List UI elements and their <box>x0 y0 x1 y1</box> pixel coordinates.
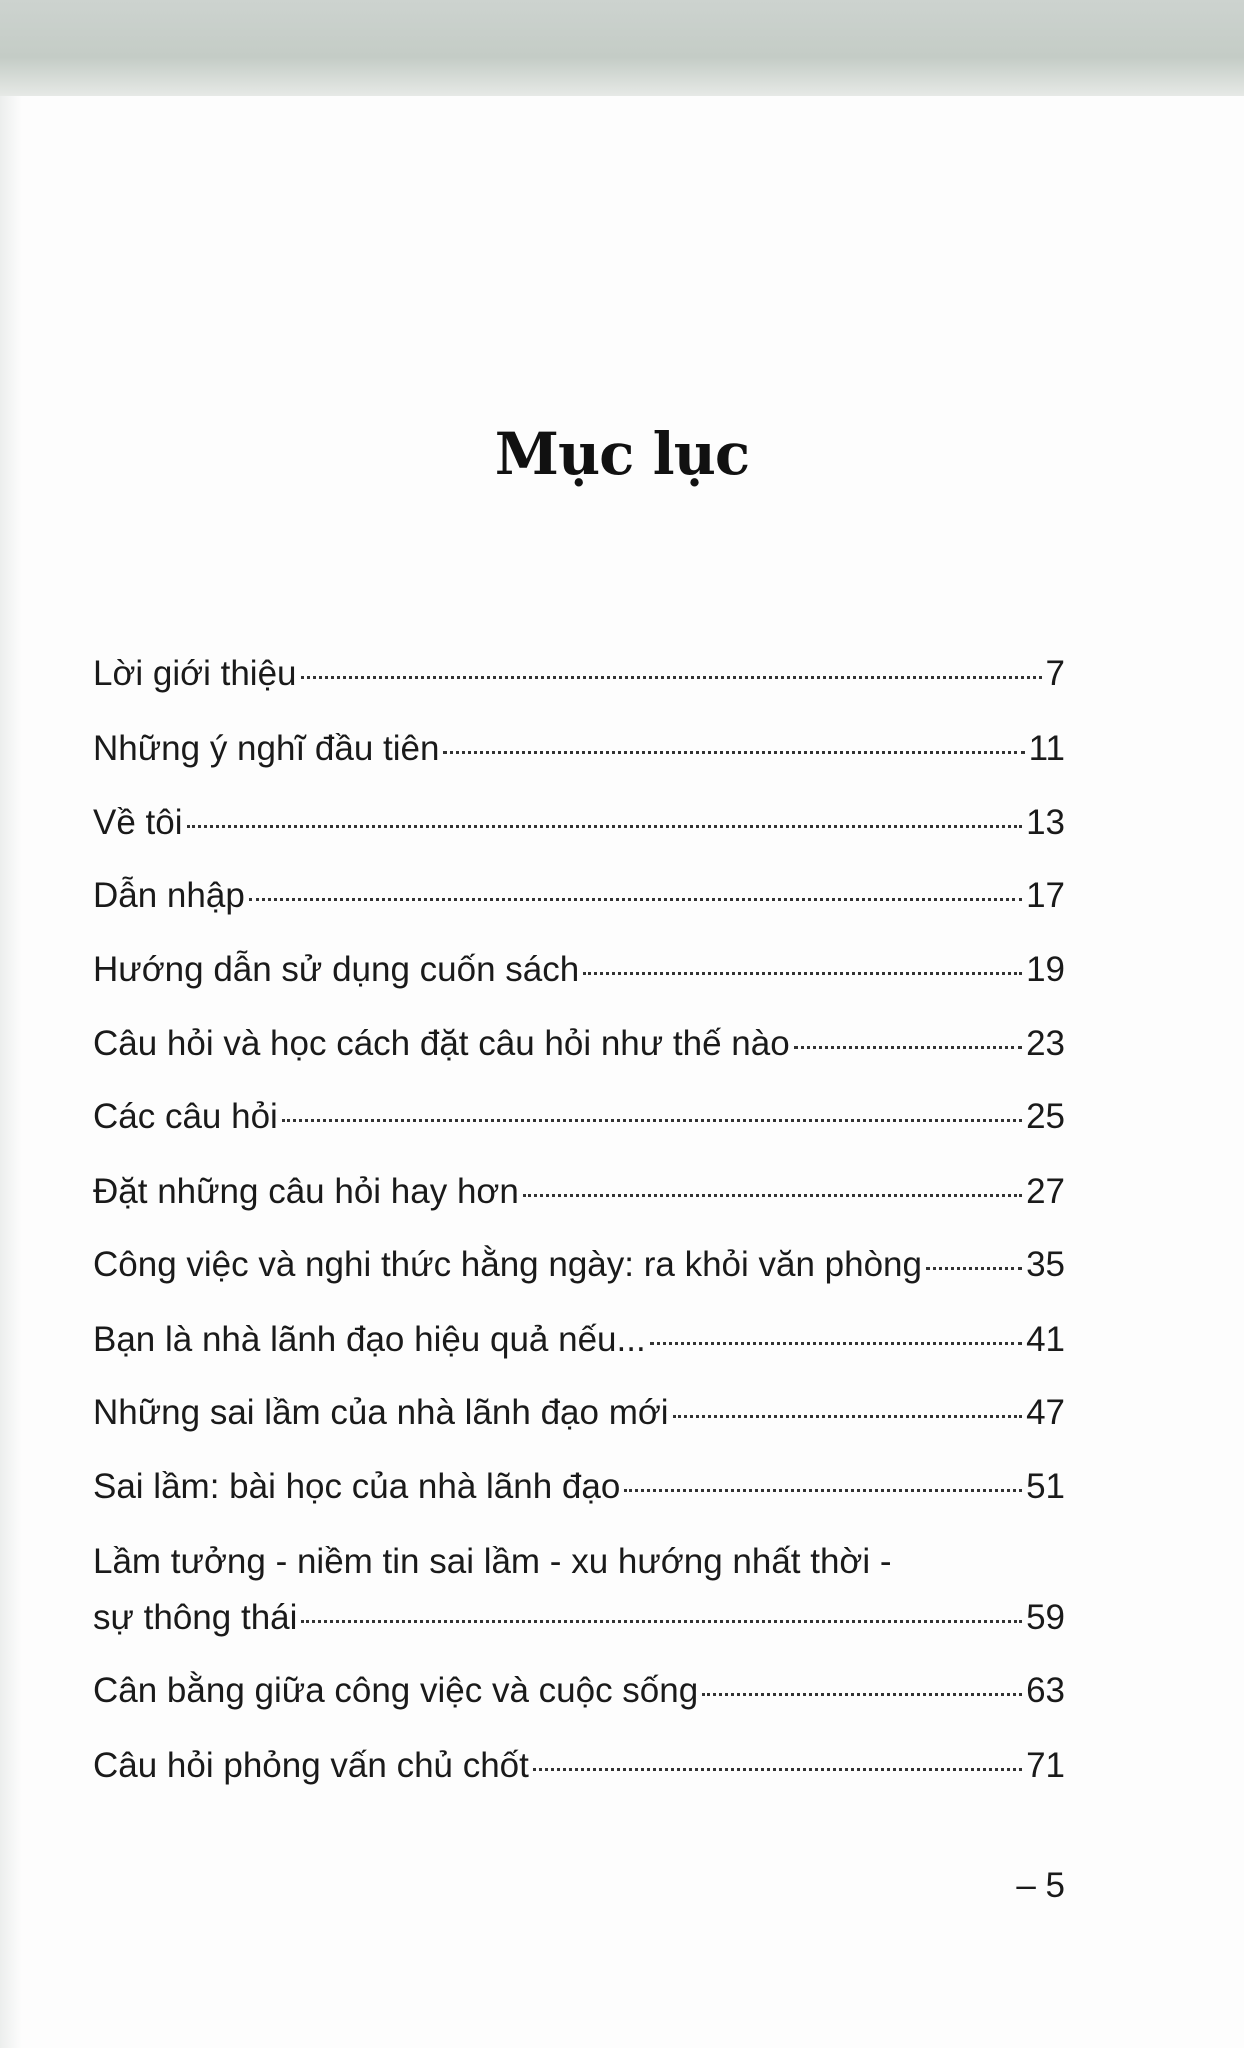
toc-entry[interactable] <box>93 1318 1065 1362</box>
toc-entry[interactable] <box>93 1170 1065 1214</box>
dot-leader <box>926 1267 1022 1270</box>
toc-entry[interactable] <box>93 727 1065 771</box>
toc-entry[interactable] <box>93 652 1065 696</box>
dot-leader <box>282 1119 1022 1122</box>
scan-top-band <box>0 0 1244 96</box>
toc-entry-page: 17 <box>1026 876 1065 915</box>
toc-entry-page: 7 <box>1045 654 1065 693</box>
toc-entry[interactable] <box>93 874 1065 918</box>
toc-entry-label: Các câu hỏi <box>93 1097 278 1136</box>
dot-leader <box>187 825 1023 828</box>
page-title: Mục lục <box>494 420 750 488</box>
dot-leader <box>702 1693 1022 1696</box>
toc-entry[interactable] <box>93 1596 1065 1640</box>
toc-entry-label: Về tôi <box>93 803 183 842</box>
toc-entry-label: Câu hỏi và học cách đặt câu hỏi như thế nào <box>93 1024 790 1063</box>
toc-entry-page: 23 <box>1026 1024 1065 1063</box>
dot-leader <box>301 1620 1022 1623</box>
toc-entry-page: 47 <box>1026 1393 1065 1432</box>
dot-leader <box>624 1489 1022 1492</box>
dot-leader <box>650 1342 1022 1345</box>
toc-entry-line1: Lầm tưởng - niềm tin sai lầm - xu hướng nhất thời - <box>93 1542 892 1581</box>
toc-entry[interactable] <box>93 1243 1065 1287</box>
toc-entry[interactable] <box>93 1669 1065 1713</box>
toc-entry-page: 71 <box>1026 1746 1065 1785</box>
scan-left-edge <box>0 96 22 2048</box>
toc-entry-label: Lời giới thiệu <box>93 654 297 693</box>
toc-entry-page: 27 <box>1026 1172 1065 1211</box>
toc-entry-label: Hướng dẫn sử dụng cuốn sách <box>93 950 580 989</box>
toc-entry[interactable] <box>93 1391 1065 1435</box>
toc-entry[interactable] <box>93 948 1065 992</box>
toc-entry-page: 51 <box>1026 1467 1065 1506</box>
dot-leader <box>443 751 1024 754</box>
toc-entry-label: Dẫn nhập <box>93 876 245 915</box>
dot-leader <box>533 1768 1022 1771</box>
dot-leader <box>673 1415 1022 1418</box>
toc-entry-page: 25 <box>1026 1097 1065 1136</box>
toc-entry-page: 11 <box>1028 729 1065 768</box>
toc-entry[interactable] <box>93 1465 1065 1509</box>
toc-entry-label: Những ý nghĩ đầu tiên <box>93 729 440 768</box>
dot-leader <box>249 898 1022 901</box>
toc-entry-label: Sai lầm: bài học của nhà lãnh đạo <box>93 1467 621 1506</box>
toc-entry-label: Bạn là nhà lãnh đạo hiệu quả nếu... <box>93 1320 646 1359</box>
dot-leader <box>794 1046 1022 1049</box>
dot-leader <box>583 972 1022 975</box>
toc-entry-label: Câu hỏi phỏng vấn chủ chốt <box>93 1746 529 1785</box>
toc-entry-page: 59 <box>1026 1598 1065 1637</box>
dot-leader <box>301 676 1042 679</box>
toc-entry[interactable] <box>93 1744 1065 1788</box>
toc-entry[interactable] <box>93 1095 1065 1139</box>
toc-entry-label: Đặt những câu hỏi hay hơn <box>93 1172 519 1211</box>
toc-entry-page: 13 <box>1026 803 1065 842</box>
toc-entry-page: 19 <box>1026 950 1065 989</box>
toc-entry[interactable] <box>93 1022 1065 1066</box>
page-number: – 5 <box>1016 1866 1065 1905</box>
toc-entry-label: Những sai lầm của nhà lãnh đạo mới <box>93 1393 669 1432</box>
toc-entry-label: Công việc và nghi thức hằng ngày: ra khỏi văn phòng <box>93 1245 922 1284</box>
toc-entry-label: Cân bằng giữa công việc và cuộc sống <box>93 1671 699 1710</box>
toc-entry-page: 63 <box>1026 1671 1065 1710</box>
toc-entry[interactable] <box>93 801 1065 845</box>
dot-leader <box>523 1194 1022 1197</box>
toc-entry-page: 35 <box>1026 1245 1065 1284</box>
toc-entry-page: 41 <box>1026 1320 1065 1359</box>
toc-entry-label: sự thông thái <box>93 1598 298 1637</box>
